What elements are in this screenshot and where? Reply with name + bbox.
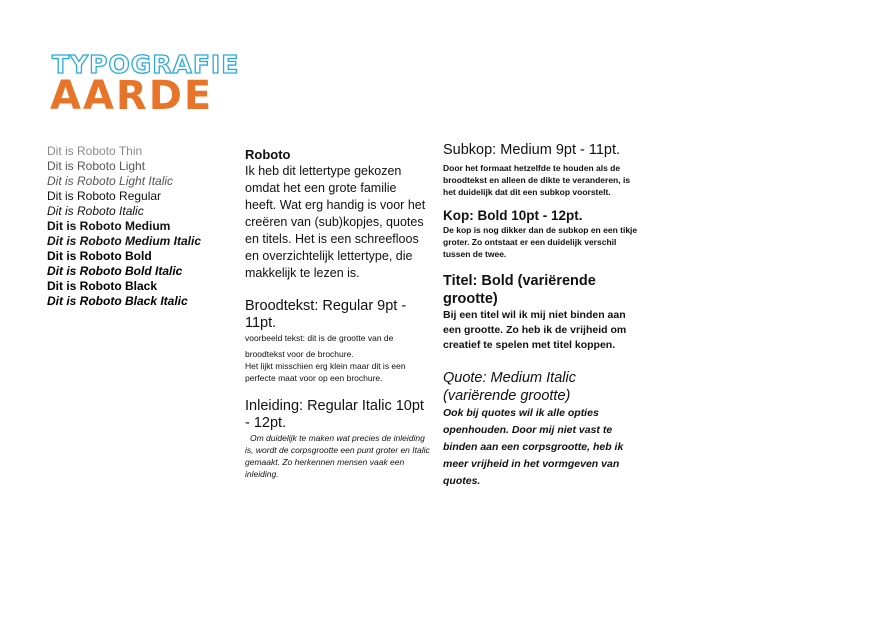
column-middle (245, 146, 430, 480)
inleiding-heading: Inleiding: Regular Italic 10pt - 12pt. (245, 398, 424, 431)
roboto-body: Ik heb dit lettertype gekozen omdat het een grote familie heeft. Wat erg handig is voor het creëren van (sub)kopjes, quotes en titels. Het is een schreefloos en overzichtelijk lettertype, die makkelijk te lezen is. (245, 164, 426, 280)
broodtekst-heading: Broodtekst: Regular 9pt - 11pt. (245, 298, 407, 331)
titel-body: Bij een titel wil ik mij niet binden aan een grootte. Zo heb ik de vrijheid om creatief te spelen met titel koppen. (443, 309, 627, 351)
sample-thin: Dit is Roboto Thin (47, 144, 143, 158)
sample-medium-italic: Dit is Roboto Medium Italic (47, 234, 202, 248)
sample-light-italic: Dit is Roboto Light Italic (47, 174, 174, 188)
subkop-heading: Subkop: Medium 9pt - 11pt. (443, 142, 621, 158)
roboto-title: Roboto (245, 147, 291, 162)
column-right (443, 141, 638, 490)
quote-heading: Quote: Medium Italic (variërende grootte) (443, 370, 576, 404)
sample-bold-italic: Dit is Roboto Bold Italic (47, 264, 183, 278)
sample-black: Dit is Roboto Black (47, 279, 158, 293)
broodtekst-line2: broodtekst voor de brochure. (245, 349, 354, 359)
quote-body: Ook bij quotes wil ik alle opties openhouden. Door mij niet vast te binden aan een corpsgrootte, heb ik meer vrijheid in het vormgeven van quotes. (443, 407, 624, 487)
sample-bold: Dit is Roboto Bold (47, 249, 152, 263)
kop-heading: Kop: Bold 10pt - 12pt. (443, 208, 583, 223)
titel-heading: Titel: Bold (variërende grootte) (443, 273, 596, 307)
sample-light: Dit is Roboto Light (47, 159, 146, 173)
broodtekst-line1: voorbeeld tekst: dit is de grootte van de (245, 333, 394, 343)
subkop-body: Door het formaat hetzelfde te houden als de broodtekst en alleen de dikte te veranderen, is het duidelijk dat dit een subkop voorstelt. (443, 163, 631, 197)
sample-italic: Dit is Roboto Italic (47, 204, 144, 218)
broodtekst-line3: Het lijkt misschien erg klein maar dit is een perfecte maat voor op een brochure. (245, 361, 406, 383)
inleiding-body: Om duidelijk te maken wat precies de inleiding is, wordt de corpsgrootte een punt groter en Italic gemaakt. Zo herkennen mensen vaak een inleiding. (245, 433, 430, 479)
sample-regular: Dit is Roboto Regular (47, 189, 162, 203)
header-title-top: TYPOGRAFIE (52, 50, 240, 79)
header-title-main: AARDE (50, 73, 214, 119)
font-samples (47, 144, 227, 309)
sample-medium: Dit is Roboto Medium (47, 219, 171, 233)
kop-body: De kop is nog dikker dan de subkop en een tikje groter. Zo ontstaat er een duidelijk verschil tussen de twee. (443, 225, 638, 259)
sample-black-italic: Dit is Roboto Black Italic (47, 294, 188, 308)
